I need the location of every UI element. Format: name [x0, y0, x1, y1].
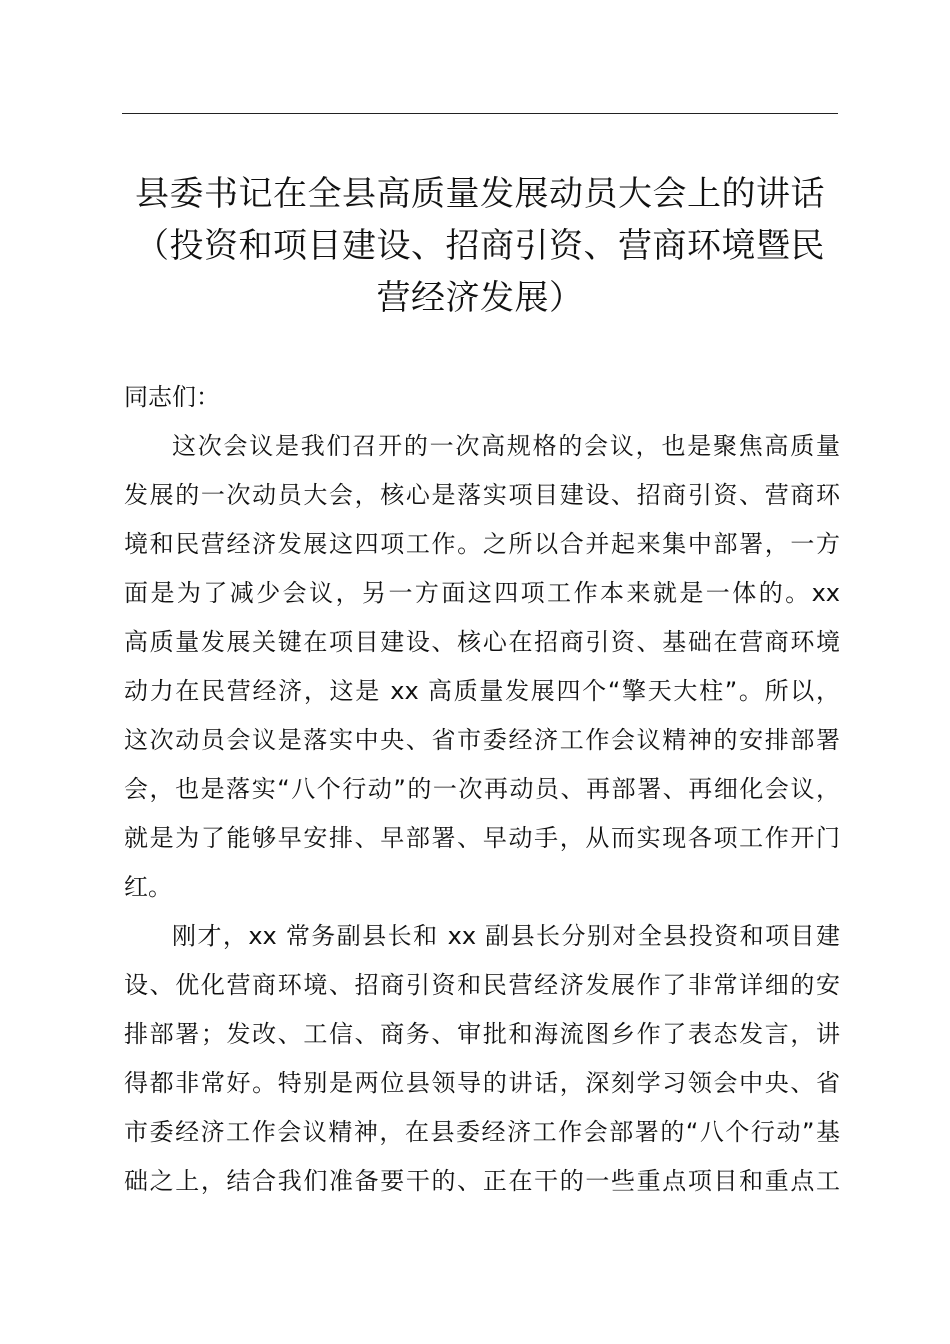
- text-line: 发展的一次动员大会，核心是落实项目建设、招商引资、营商环: [124, 481, 840, 509]
- text-line: 会，也是落实“八个行动”的一次再动员、再部署、再细化会议，: [124, 775, 840, 803]
- text-line: 面是为了减少会议，另一方面这四项工作本来就是一体的。xx: [124, 579, 840, 607]
- text-line: 这次动员会议是落实中央、省市委经济工作会议精神的安排部署: [124, 726, 840, 754]
- paragraph-2: [124, 912, 840, 1206]
- text-line: 刚才，xx 常务副县长和 xx 副县长分别对全县投资和项目建: [172, 922, 840, 950]
- title-line: 营经济发展）: [376, 278, 584, 318]
- text-line: 排部署；发改、工信、商务、审批和海流图乡作了表态发言，讲: [124, 1020, 840, 1048]
- text-line: 境和民营经济发展这四项工作。之所以合并起来集中部署，一方: [124, 530, 840, 558]
- text-line: 动力在民营经济，这是 xx 高质量发展四个“擎天大柱”。所以，: [124, 677, 840, 705]
- text-line: 红。: [124, 873, 172, 901]
- title-line: 县委书记在全县高质量发展动员大会上的讲话: [135, 174, 825, 214]
- document-title: [110, 168, 850, 324]
- text-line: 设、优化营商环境、招商引资和民营经济发展作了非常详细的安: [124, 971, 840, 999]
- document-body: [124, 373, 840, 1206]
- salutation: 同志们：: [124, 383, 220, 411]
- title-line: （投资和项目建设、招商引资、营商环境暨民: [135, 226, 825, 266]
- text-line: 这次会议是我们召开的一次高规格的会议，也是聚焦高质量: [172, 432, 840, 460]
- text-line: 市委经济工作会议精神，在县委经济工作会部署的“八个行动”基: [124, 1118, 840, 1146]
- text-line: 得都非常好。特别是两位县领导的讲话，深刻学习领会中央、省: [124, 1069, 840, 1097]
- text-line: 就是为了能够早安排、早部署、早动手，从而实现各项工作开门: [124, 824, 840, 852]
- header-rule: [122, 113, 838, 114]
- text-line: 高质量发展关键在项目建设、核心在招商引资、基础在营商环境: [124, 628, 840, 656]
- paragraph-1: [124, 422, 840, 912]
- text-line: 础之上，结合我们准备要干的、正在干的一些重点项目和重点工: [124, 1167, 840, 1195]
